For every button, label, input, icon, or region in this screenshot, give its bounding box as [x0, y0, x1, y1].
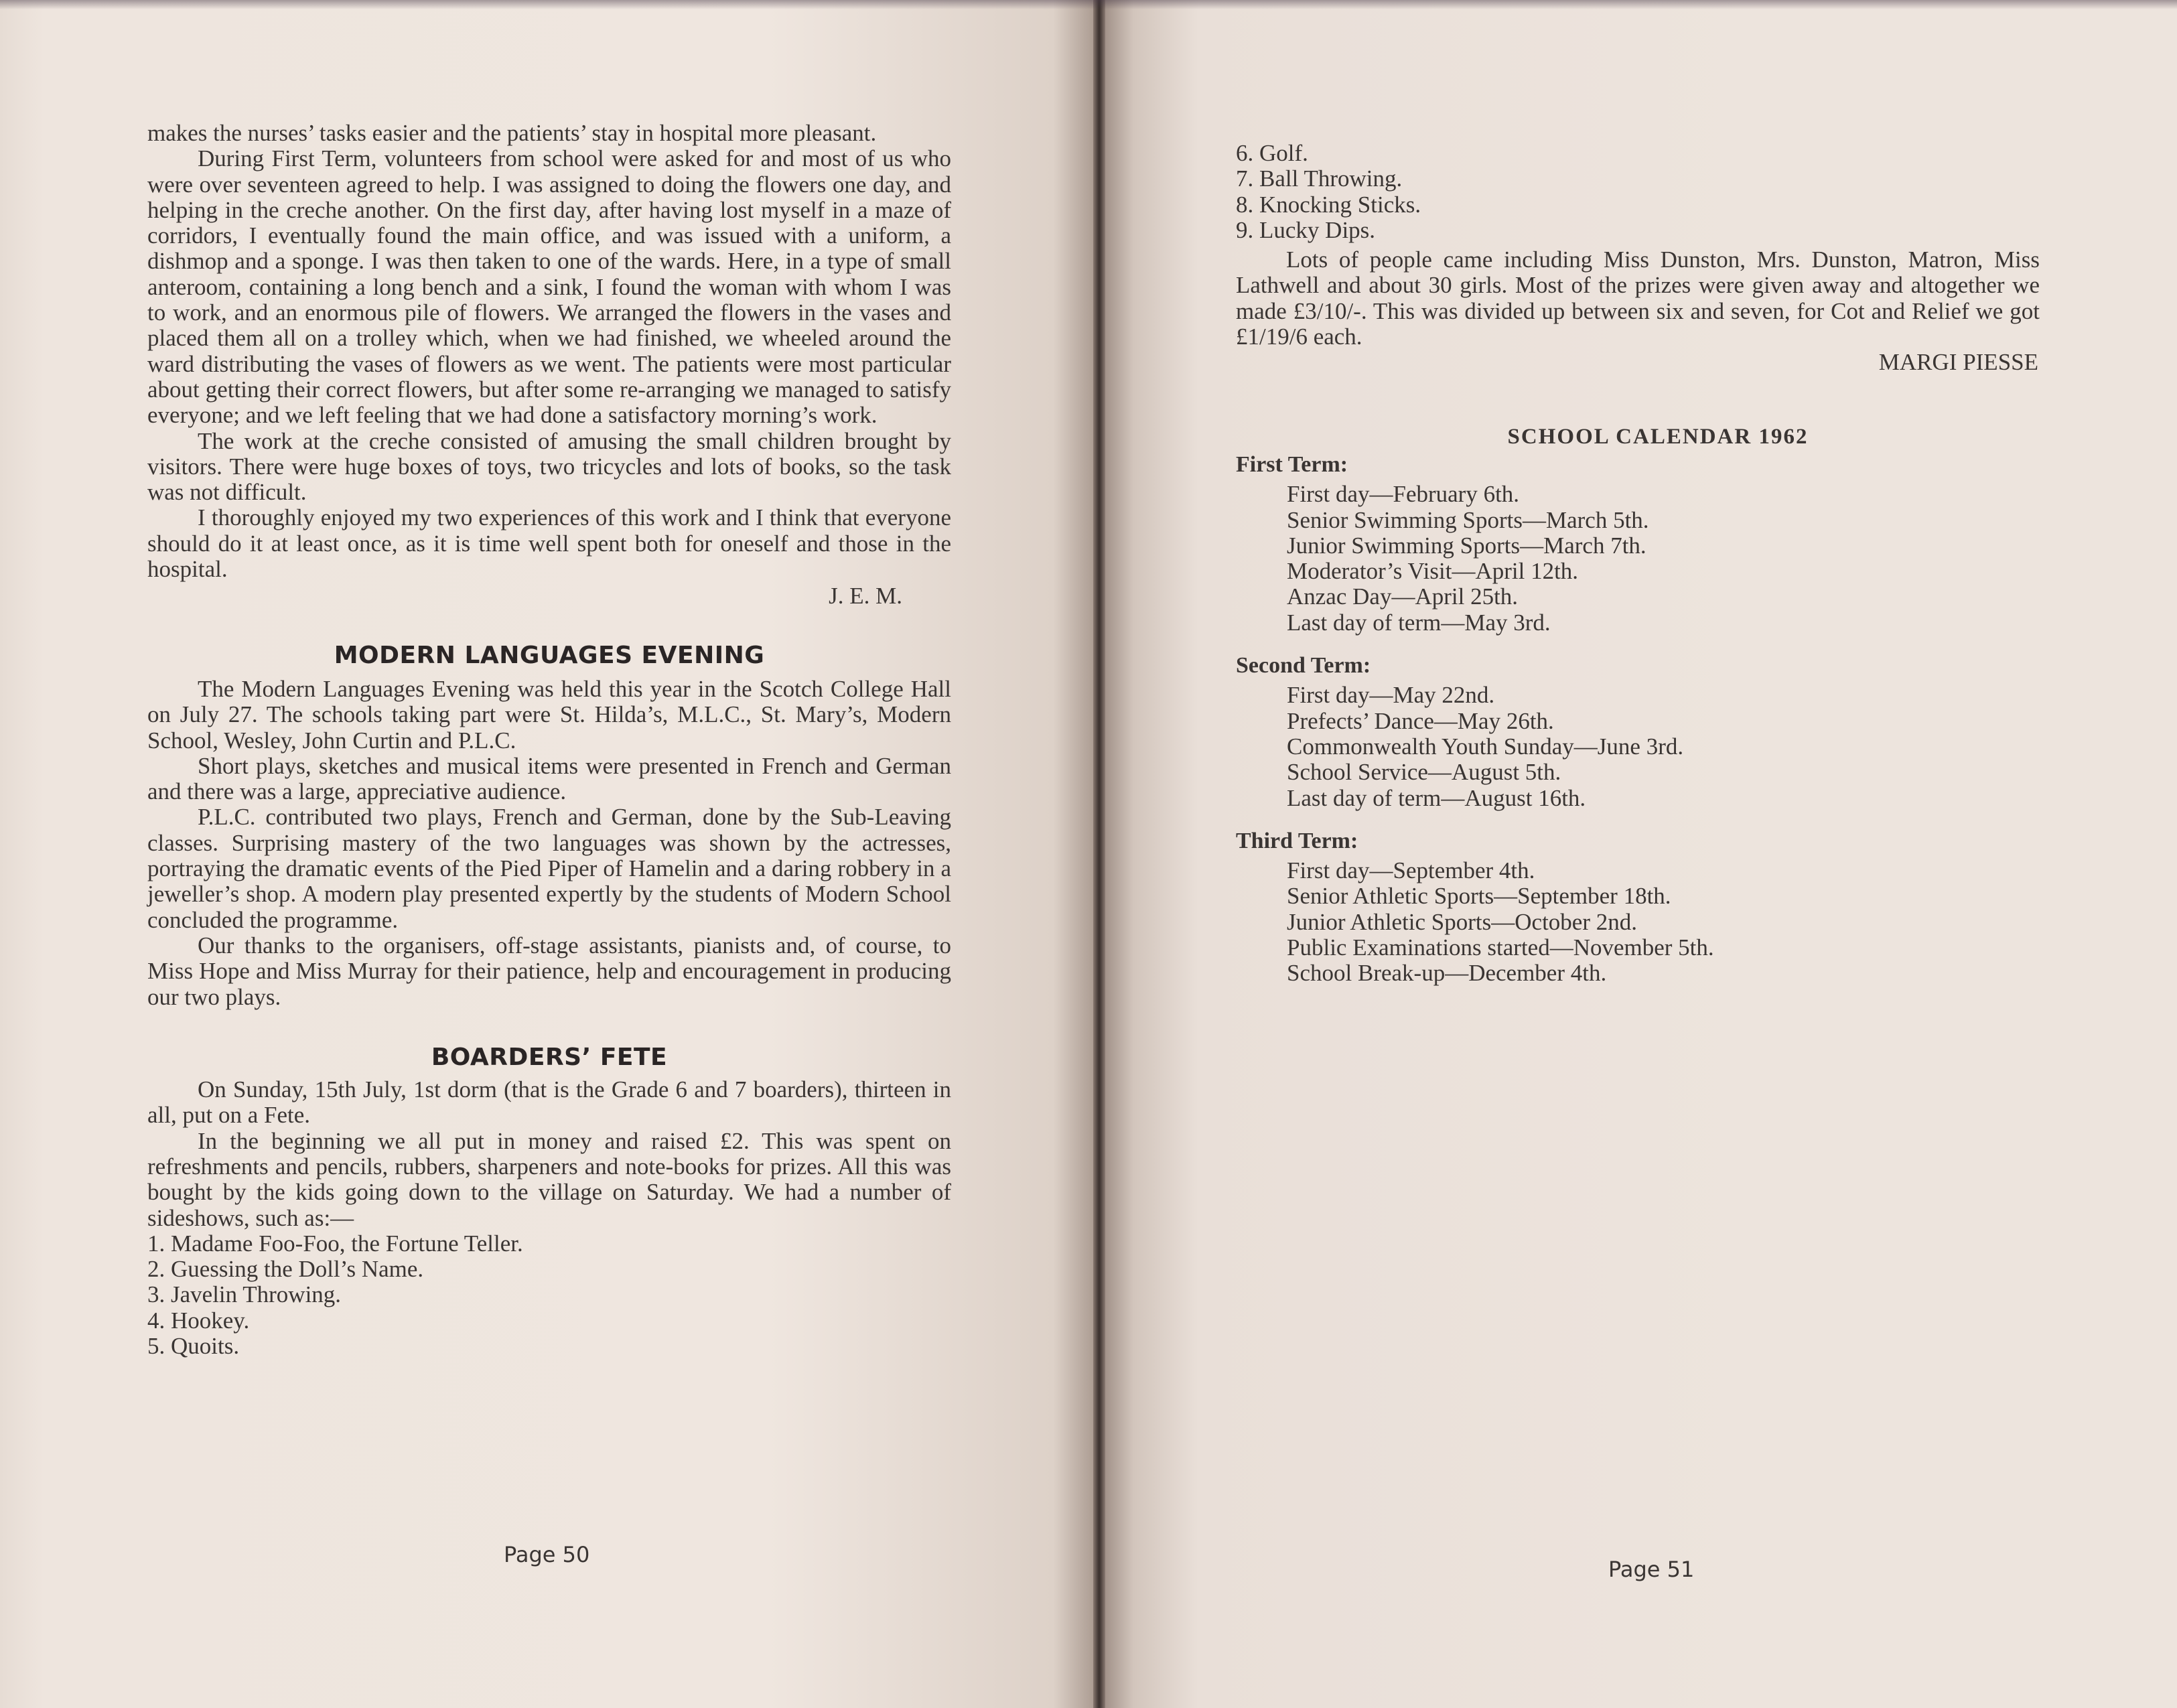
- calendar-entry: Junior Athletic Sports—October 2nd.: [1287, 908, 1638, 935]
- calendar-entry: Last day of term—August 16th.: [1287, 784, 1586, 811]
- list-item: 5. Quoits.: [147, 1333, 240, 1360]
- calendar-entry: Public Examinations started—November 5th.: [1287, 934, 1714, 961]
- term-heading: First Term:: [1236, 451, 1348, 477]
- fete-author-signature: MARGI PIESSE: [1878, 349, 2038, 376]
- calendar-entry: Moderator’s Visit—April 12th.: [1287, 558, 1579, 585]
- author-signature: J. E. M.: [829, 583, 902, 610]
- sideshow-list-continued: [1236, 141, 2040, 243]
- mle-paragraph-2: Short plays, sketches and musical items were presented in French and German and there was a large, appreciative audience.: [147, 752, 951, 805]
- modern-languages-heading: MODERN LANGUAGES EVENING: [334, 641, 765, 669]
- list-item: 7. Ball Throwing.: [1236, 165, 1403, 192]
- term-heading: Third Term:: [1236, 828, 1358, 853]
- calendar-entry: Anzac Day—April 25th.: [1287, 583, 1519, 610]
- first-term-section: [1236, 452, 2040, 636]
- creche-paragraph: The work at the creche consisted of amusing the small children brought by visitors. There were huge boxes of toys, two tricycles and lots of books, so the task was not difficult.: [147, 427, 951, 506]
- list-item: 2. Guessing the Doll’s Name.: [147, 1256, 424, 1283]
- page-number-left: Page 50: [504, 1542, 590, 1567]
- mle-paragraph-4: Our thanks to the organisers, off-stage assistants, pianists and, of course, to Miss Hope and Miss Murray for their patience, help and encouragement in producing our two plays.: [147, 932, 951, 1010]
- calendar-entry: Commonwealth Youth Sunday—June 3rd.: [1287, 733, 1684, 760]
- fete-paragraph-3: Lots of people came including Miss Dunston, Mrs. Dunston, Matron, Miss Lathwell and about 30 girls. Most of the prizes were given away and altogether we made £3/10/-. This was divided up between six and seven, for Cot and Relief we got £1/19/6 each.: [1236, 246, 2040, 350]
- intro-paragraph: makes the nurses’ tasks easier and the patients’ stay in hospital more pleasant.: [147, 120, 877, 146]
- calendar-entry: School Service—August 5th.: [1287, 759, 1561, 786]
- calendar-entry: First day—May 22nd.: [1287, 682, 1495, 709]
- term-heading: Second Term:: [1236, 653, 1371, 679]
- book-spine: [1093, 0, 1105, 1708]
- calendar-entry: School Break-up—December 4th.: [1287, 960, 1607, 987]
- top-edge-shadow: [0, 0, 2177, 9]
- calendar-entry: Senior Swimming Sports—March 5th.: [1287, 506, 1649, 533]
- right-page: [1101, 0, 2177, 1708]
- calendar-entry: First day—February 6th.: [1287, 481, 1520, 508]
- list-item: 3. Javelin Throwing.: [147, 1281, 342, 1308]
- list-item: 1. Madame Foo-Foo, the Fortune Teller.: [147, 1230, 523, 1257]
- left-text-column: [147, 121, 951, 1359]
- list-item: 6. Golf.: [1236, 140, 1308, 166]
- calendar-entry: Prefects’ Dance—May 26th.: [1287, 707, 1554, 734]
- mle-paragraph-3: P.L.C. contributed two plays, French and German, done by the Sub-Leaving classes. Surprising mastery of the two languages was shown by the actresses, portraying the dramatic events of the Pied Piper of Hamelin and a daring robbery in a jeweller’s shop. A modern play presented expertly by the students of Modern School concluded the programme.: [147, 804, 951, 933]
- mle-paragraph-1: The Modern Languages Evening was held this year in the Scotch College Hall on July 27. The schools taking part were St. Hilda’s, M.L.C., St. Mary’s, Modern School, Wesley, John Curtin and P.L.C.: [147, 675, 951, 754]
- sideshow-list: [147, 1231, 951, 1359]
- right-text-column: [1236, 141, 2040, 987]
- calendar-entry: First day—September 4th.: [1287, 857, 1535, 884]
- list-item: 8. Knocking Sticks.: [1236, 191, 1421, 218]
- list-item: 9. Lucky Dips.: [1236, 216, 1376, 243]
- school-calendar-title: SCHOOL CALENDAR 1962: [1507, 424, 1809, 449]
- boarders-fete-heading: BOARDERS’ FETE: [431, 1043, 668, 1071]
- second-term-section: [1236, 653, 2040, 811]
- conclusion-paragraph: I thoroughly enjoyed my two experiences of this work and I think that everyone should do it at least once, as it is time well spent both for oneself and those in the hospital.: [147, 504, 951, 583]
- third-term-section: [1236, 829, 2040, 987]
- calendar-entry: Junior Swimming Sports—March 7th.: [1287, 532, 1646, 559]
- fete-paragraph-1: On Sunday, 15th July, 1st dorm (that is the Grade 6 and 7 boarders), thirteen in all, put on a Fete.: [147, 1076, 951, 1129]
- calendar-entry: Senior Athletic Sports—September 18th.: [1287, 883, 1671, 910]
- list-item: 4. Hookey.: [147, 1307, 250, 1334]
- calendar-entry: Last day of term—May 3rd.: [1287, 609, 1551, 636]
- volunteer-paragraph: During First Term, volunteers from school were asked for and most of us who were over seventeen agreed to help. I was assigned to doing the flowers one day, and helping in the creche another. On the first day, after having lost myself in a maze of corridors, I eventually found the main office, and was issued with a uniform, a dishmop and a sponge. I was then taken to one of the wards. Here, in a type of small anteroom, containing a long bench and a sink, I found the woman with whom I was to work, and an enormous pile of flowers. We arranged the flowers in the vases and placed them all on a trolley which, when we had finished, we wheeled around the ward distributing the vases of flowers as we went. The patients were most particular about getting their correct flowers, but after some re-arranging we managed to satisfy everyone; and we left feeling that we had done a satisfactory morning’s work.: [147, 145, 951, 429]
- page-number-right: Page 51: [1608, 1557, 1695, 1582]
- fete-paragraph-2: In the beginning we all put in money and raised £2. This was spent on refreshments and pencils, rubbers, sharpeners and note-books for prizes. All this was bought by the kids going down to the village on Saturday. We had a number of sideshows, such as:—: [147, 1127, 951, 1231]
